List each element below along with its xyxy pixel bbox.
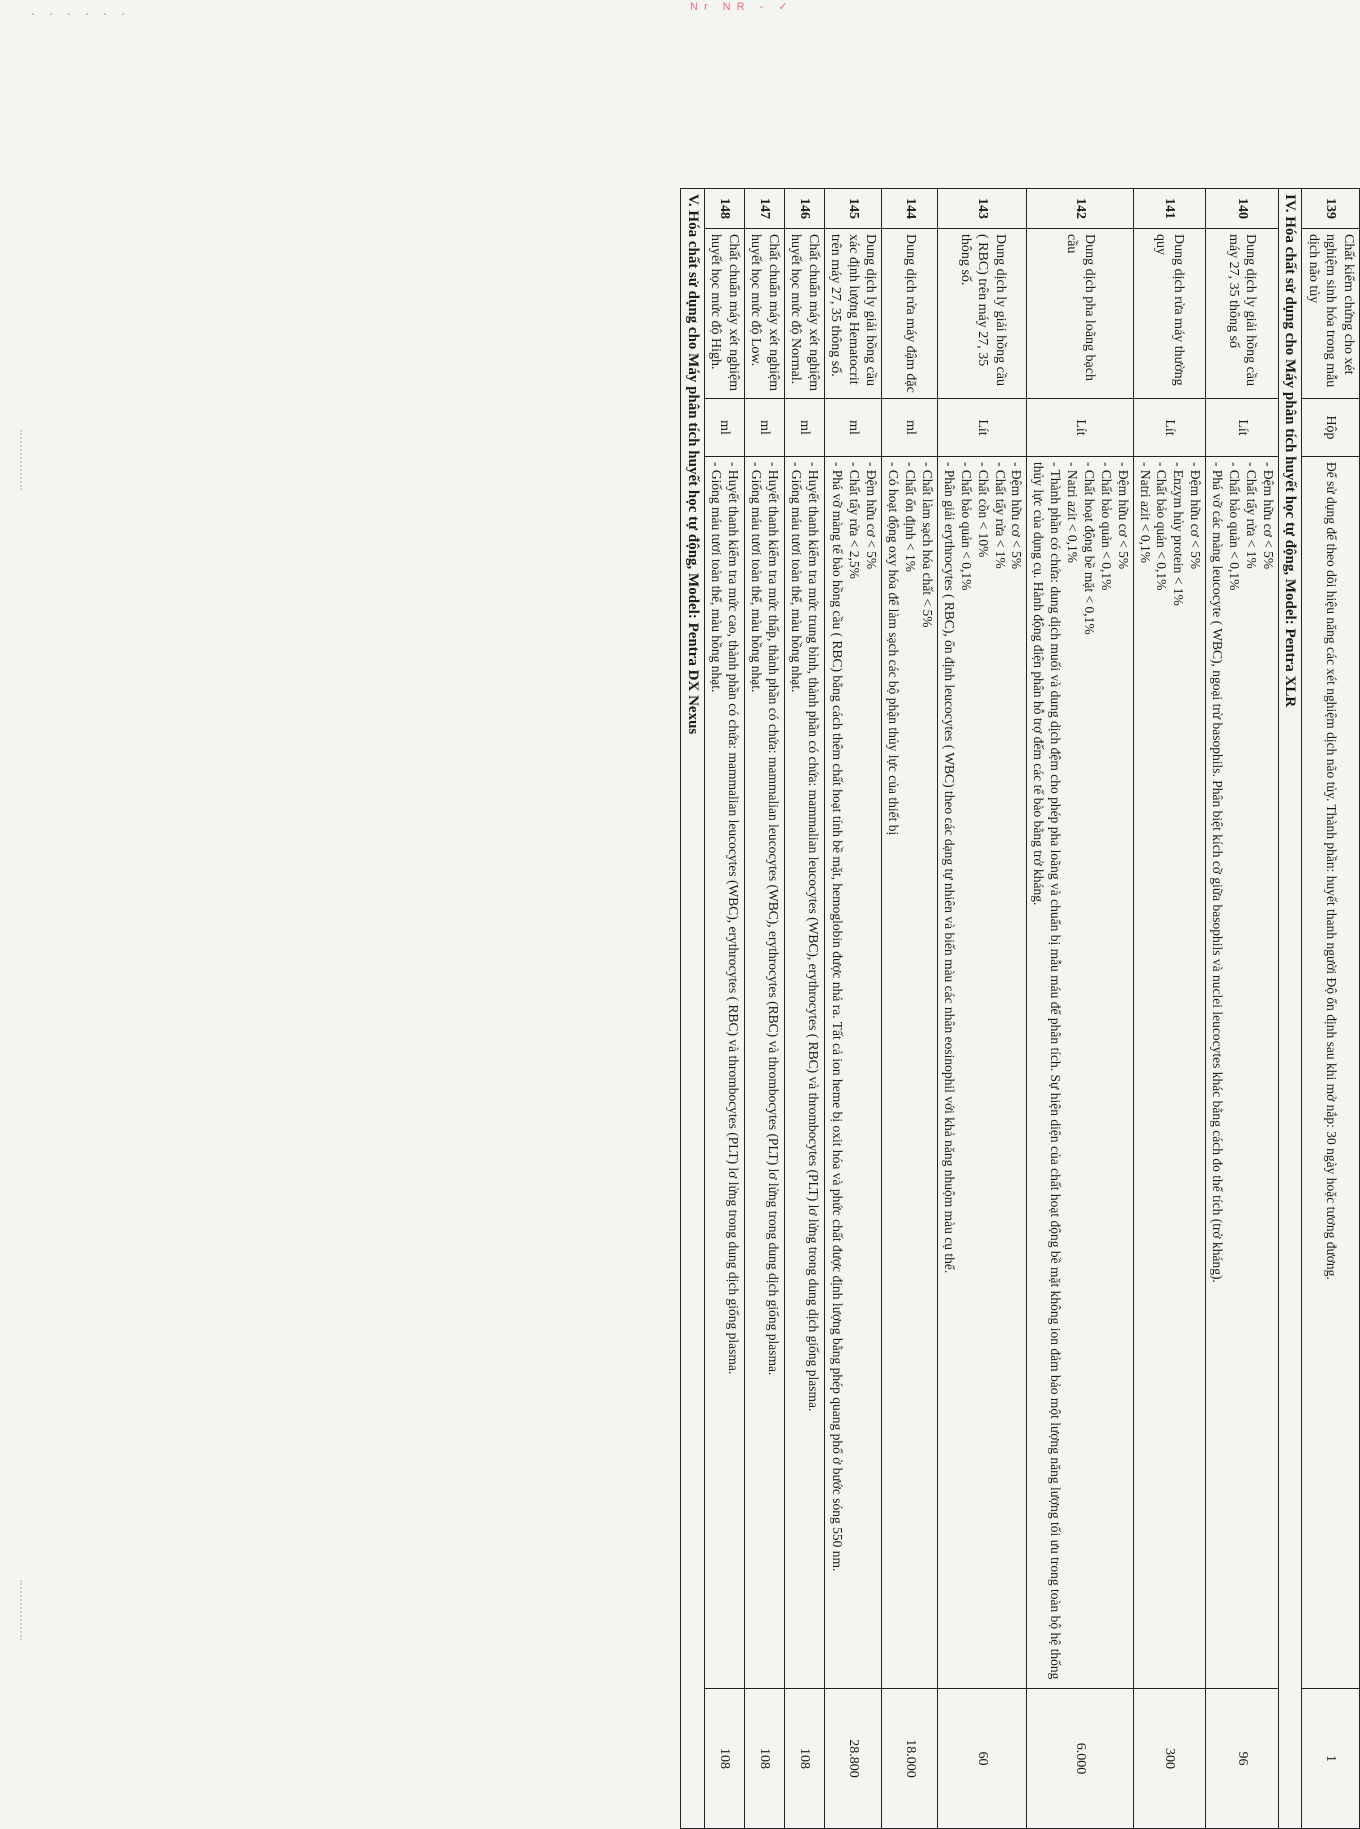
spec-line: - Đệm hữu cơ < 5%: [863, 462, 879, 570]
table-row: [882, 189, 938, 1829]
scan-edge-mark: [20, 1580, 40, 1640]
table-body: [681, 189, 1360, 1829]
red-stamp-mark: Nr NR - ✓: [690, 1, 794, 13]
spec-line: - Phá vỡ các màng leucocyte ( WBC), ngoại trừ basophils. Phân biệt kích cỡ giữa basophils và nuclei leucocytes khác bằng cách đo thể tích (trở kháng).: [1210, 462, 1226, 1283]
table-row: [745, 189, 785, 1829]
spec-line: - Thành phần có chứa: dung dịch muối và dung dịch đệm cho phép pha loãng và chuẩn bị mẫu máu để phân tích. Sự hiện diện của chất hoạt động bề mặt không ion đảm bảo một lượng năng lượng tối ưu trong toàn bộ hệ thống thủy lực của dụng cụ. Hành động điện phân hỗ trợ đếm các tế bào bằng trở kháng.: [1031, 462, 1064, 1680]
item-name: Chất chuẩn máy xét nghiệm huyết học mức độ Low.: [745, 229, 785, 399]
item-specification: [882, 457, 938, 1689]
spec-line: - Chất cồn < 10%: [975, 462, 991, 558]
row-number: 145: [825, 189, 883, 229]
spec-line: Để sử dụng để theo dõi hiệu năng các xét nghiệm dịch não tủy. Thành phần: huyết thanh người Độ ổn định sau khi mở nắp: 30 ngày hoặc tương đương.: [1324, 462, 1340, 1280]
item-name: Dung dịch ly giải hồng cầu máy 27, 35 thông số: [1206, 229, 1279, 399]
row-number: 139: [1302, 189, 1360, 229]
item-name: Chất kiểm chứng cho xét nghiệm sinh hóa trong mẫu dịch não tủy: [1302, 229, 1360, 399]
spec-line: - Có hoạt động oxy hóa để làm sạch các bộ phận thủy lực của thiết bị: [886, 462, 902, 836]
item-unit: ml: [785, 399, 825, 457]
spec-line: - Huyết thanh kiểm tra mức trung bình, thành phần có chứa: mammalian leucocytes (WBC), erythrocytes ( RBC) và thrombocytes (PLT) lơ lửng trong dung dịch giống plasma.: [806, 462, 822, 1412]
spec-line: - Chất bảo quản < 0,1%: [1098, 462, 1114, 591]
spec-line: - Chất tẩy rửa < 1%: [1243, 462, 1259, 569]
item-specification: [825, 457, 883, 1689]
item-quantity: 6.000: [1027, 1689, 1133, 1829]
item-specification: [1133, 457, 1206, 1689]
table-row: [1133, 189, 1206, 1829]
item-specification: [1302, 457, 1360, 1689]
item-unit: Lít: [1133, 399, 1206, 457]
item-quantity: 28.800: [825, 1689, 883, 1829]
item-specification: [745, 457, 785, 1689]
spec-line: - Chất bảo quản < 0,1%: [1227, 462, 1242, 591]
spec-line: - Huyết thanh kiểm tra mức cao, thành phần có chứa: mammalian leucocytes (WBC), erythrocytes ( RBC) và thrombocytes (PLT) lơ lửng trong dung dịch giống plasma.: [726, 462, 742, 1375]
table-row: [1027, 189, 1133, 1829]
spec-line: - Natri azit < 0,1%: [1065, 462, 1081, 563]
item-quantity: 300: [1133, 1689, 1206, 1829]
table-row: [785, 189, 825, 1829]
row-number: 141: [1133, 189, 1206, 229]
item-name: Chất chuẩn máy xét nghiệm huyết học mức độ Normal.: [785, 229, 825, 399]
spec-line: - Giống máu tươi toàn thể, màu hồng nhạt.: [749, 462, 765, 693]
item-quantity: 96: [1206, 1689, 1279, 1829]
item-name: Dung dịch ly giải hồng cầu xác định lượng Hematocrit trên máy 27, 35 thông số.: [825, 229, 883, 399]
spec-line: - Chất ổn định < 1%: [903, 462, 919, 572]
spec-line: - Đệm hữu cơ < 5%: [1115, 462, 1131, 570]
item-specification: [705, 457, 745, 1689]
section-row: [681, 189, 705, 1829]
table-row: [825, 189, 883, 1829]
item-specification: [938, 457, 1027, 1689]
table-row: [1206, 189, 1279, 1829]
chemical-spec-table: [680, 188, 1360, 1829]
section-row: [1278, 189, 1302, 1829]
row-number: 142: [1027, 189, 1133, 229]
row-number: 143: [938, 189, 1027, 229]
row-number: 146: [785, 189, 825, 229]
item-quantity: 108: [745, 1689, 785, 1829]
row-number: 140: [1206, 189, 1279, 229]
item-name: Dung dịch rửa máy đậm đặc: [882, 229, 938, 399]
item-name: Dung dịch ly giải hồng cầu ( RBC) trên máy 27, 35 thông số.: [938, 229, 1027, 399]
item-specification: [785, 457, 825, 1689]
spec-line: - Natri azit < 0,1%: [1137, 462, 1153, 563]
item-name: Chất chuẩn máy xét nghiệm huyết học mức độ High.: [705, 229, 745, 399]
spec-line: - Giống máu tươi toàn thể, màu hồng nhạt.: [789, 462, 805, 693]
scan-header-noise: [0, 0, 1219, 60]
rotated-document-page: [300, 188, 1360, 1828]
spec-line: - Chất bảo quản < 0,1%: [1154, 462, 1170, 591]
spec-line: - Đệm hữu cơ < 5%: [1260, 462, 1276, 570]
spec-line: - Đệm hữu cơ < 5%: [1009, 462, 1025, 570]
item-unit: ml: [882, 399, 938, 457]
spec-line: - Chất hoạt động bề mặt < 0,1%: [1082, 462, 1097, 635]
item-unit: Hộp: [1302, 399, 1360, 457]
table-row: [705, 189, 745, 1829]
spec-line: - Chất bảo quản < 0,1%: [958, 462, 974, 591]
spec-line: - Enzym hủy protein < 1%: [1171, 462, 1187, 606]
item-specification: [1027, 457, 1133, 1689]
spec-line: - Giống máu tươi toàn thể, màu hồng nhạt.: [709, 462, 725, 693]
item-unit: ml: [825, 399, 883, 457]
item-quantity: 60: [938, 1689, 1027, 1829]
item-specification: [1206, 457, 1279, 1689]
item-quantity: 1: [1302, 1689, 1360, 1829]
spec-line: - Phân giải erythrocytes ( RBC), ổn định leucocytes ( WBC) theo các dạng tự nhiên và biến màu các nhân eosinophil với khả năng nhuộm màu cụ thể.: [942, 462, 957, 1274]
item-name: Dung dịch pha loãng bạch cầu: [1027, 229, 1133, 399]
margin-scan-marks: · · · · · ·: [30, 10, 130, 21]
item-unit: Lít: [1206, 399, 1279, 457]
section-heading: IV. Hóa chất sử dụng cho Máy phân tích huyết học tự động, Model: Pentra XLR: [1278, 189, 1302, 1829]
item-unit: ml: [745, 399, 785, 457]
spec-line: - Phá vỡ màng tế bào hồng cầu ( RBC) bằng cách thêm chất hoạt tính bề mặt, hemoglobin được nhả ra. Tất cả ion heme bị oxit hóa và phức chất được định lượng bằng phép quang phổ ở bước sóng 550 nm.: [829, 462, 845, 1572]
row-number: 144: [882, 189, 938, 229]
row-number: 147: [745, 189, 785, 229]
spec-line: - Huyết thanh kiểm tra mức thấp, thành phần có chứa: mammalian leucocytes (WBC), erythrocytes (RBC) và thrombocytes (PLT) lơ lửng trong dung dịch giống plasma.: [766, 462, 782, 1376]
spec-line: - Chất tẩy rửa < 2,5%: [846, 462, 862, 579]
item-quantity: 108: [785, 1689, 825, 1829]
spec-line: - Đệm hữu cơ < 5%: [1188, 462, 1204, 570]
item-unit: Lít: [938, 399, 1027, 457]
item-unit: Lít: [1027, 399, 1133, 457]
spec-line: - Chất làm sạch hóa chất < 5%: [920, 462, 936, 628]
item-unit: ml: [705, 399, 745, 457]
item-quantity: 18.000: [882, 1689, 938, 1829]
table-row: [1302, 189, 1360, 1829]
item-quantity: 108: [705, 1689, 745, 1829]
section-heading: V. Hóa chất sử dụng cho Máy phân tích huyết học tự động, Model: Pentra DX Nexus: [681, 189, 705, 1829]
table-row: [938, 189, 1027, 1829]
spec-line: - Chất tẩy rửa < 1%: [992, 462, 1008, 569]
row-number: 148: [705, 189, 745, 229]
item-name: Dung dịch rửa máy thường quy: [1133, 229, 1206, 399]
scan-edge-mark: [20, 430, 40, 490]
